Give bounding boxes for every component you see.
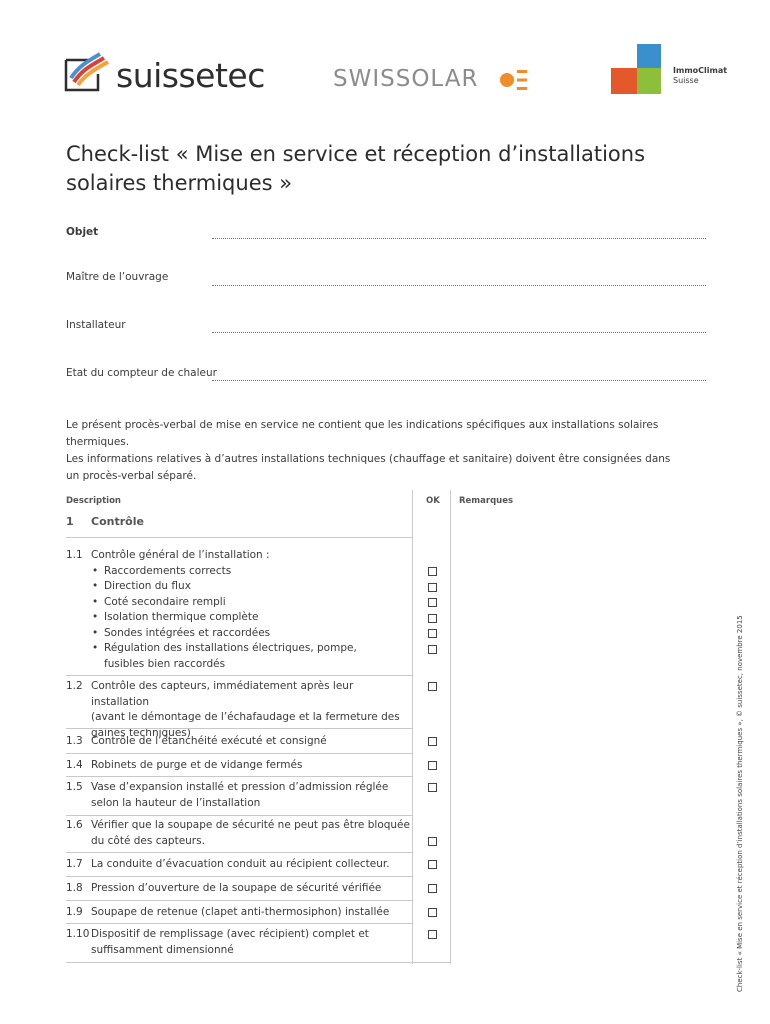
swissolar-wordmark: SWISSOLAR <box>333 66 479 92</box>
ok-checkbox[interactable] <box>428 737 437 746</box>
list-item: • Sondes intégrées et raccordées <box>92 626 271 639</box>
divider <box>66 753 412 754</box>
row-description: Vérifier que la soupape de sécurité ne peut pas être bloquée du côté des capteurs. <box>91 819 410 847</box>
ok-checkbox[interactable] <box>428 837 437 846</box>
side-copyright-note: Check-list « Mise en service et réception d’installations solaires thermiques », © suissetec, novembre 2015 <box>736 615 744 992</box>
ok-checkbox[interactable] <box>428 908 437 917</box>
intro-line-2: Les informations relatives à d’autres installations techniques (chauffage et sanitaire) doivent être consignées dans <box>66 453 671 465</box>
row-number: 1.3 <box>66 735 83 747</box>
page-title <box>66 140 726 198</box>
list-item-continuation: fusibles bien raccordés <box>104 657 226 670</box>
row-number: 1.7 <box>66 858 83 870</box>
header-ok: OK <box>426 496 440 506</box>
row-description: La conduite d’évacuation conduit au récipient collecteur. <box>91 858 390 870</box>
row-number: 1.4 <box>66 759 83 771</box>
divider <box>450 490 451 964</box>
divider <box>66 537 412 538</box>
immoclimat-country: Suisse <box>673 76 699 85</box>
divider <box>66 675 412 676</box>
ok-checkbox[interactable] <box>428 583 437 592</box>
section-title: Contrôle <box>91 515 144 528</box>
intro-line-3: un procès-verbal séparé. <box>66 470 197 482</box>
sun-icon <box>499 68 529 92</box>
ok-checkbox[interactable] <box>428 645 437 654</box>
row-description: Soupape de retenue (clapet anti-thermosiphon) installée <box>91 906 390 918</box>
ok-checkbox[interactable] <box>428 884 437 893</box>
suissetec-wordmark: suissetec <box>116 56 265 95</box>
ok-checkbox[interactable] <box>428 598 437 607</box>
row-number: 1.6 <box>66 819 83 831</box>
installateur-field[interactable] <box>212 332 706 333</box>
divider <box>66 728 412 729</box>
ok-checkbox[interactable] <box>428 629 437 638</box>
suissetec-logo <box>64 52 274 100</box>
checklist-table <box>66 490 706 964</box>
section-number: 1 <box>66 515 74 528</box>
maitre-label: Maître de l’ouvrage <box>66 271 169 283</box>
immoclimat-logo <box>611 44 761 96</box>
immoclimat-blocks-icon <box>611 44 663 96</box>
objet-label: Objet <box>66 226 99 238</box>
swissolar-logo <box>333 64 533 98</box>
row-description <box>91 548 411 672</box>
title-line-1: Check-list « Mise en service et réception d’installations <box>66 142 646 166</box>
ok-checkbox[interactable] <box>428 761 437 770</box>
ok-checkbox[interactable] <box>428 783 437 792</box>
divider <box>66 923 412 924</box>
row-description: Dispositif de remplissage (avec récipient) complet et suffisamment dimensionné <box>91 928 369 956</box>
intro-line-1: Le présent procès-verbal de mise en service ne contient que les indications spécifiques aux installations solaires thermiques. <box>66 419 659 448</box>
ok-checkbox[interactable] <box>428 567 437 576</box>
header-remarks: Remarques <box>459 496 514 506</box>
row-number: 1.1 <box>66 549 83 561</box>
divider <box>66 852 412 853</box>
intro-text <box>66 417 706 485</box>
immoclimat-name: ImmoClimat <box>673 66 728 75</box>
objet-field[interactable] <box>212 238 706 239</box>
row-number: 1.2 <box>66 680 83 692</box>
row-description: Contrôle de l’étanchéité exécuté et consigné <box>91 735 327 747</box>
divider <box>412 490 413 964</box>
list-item: • Régulation des installations électriques, pompe, <box>92 642 357 654</box>
divider <box>66 815 412 816</box>
list-item: • Coté secondaire rempli <box>92 595 226 608</box>
header-description: Description <box>66 496 121 506</box>
row-description: Robinets de purge et de vidange fermés <box>91 759 303 771</box>
compteur-label: Etat du compteur de chaleur <box>66 367 217 379</box>
divider <box>66 962 450 963</box>
row-number: 1.8 <box>66 882 83 894</box>
installateur-label: Installateur <box>66 319 126 331</box>
row-title: Contrôle général de l’installation : <box>91 549 270 561</box>
row-number: 1.9 <box>66 906 83 918</box>
ok-checkbox[interactable] <box>428 860 437 869</box>
ok-checkbox[interactable] <box>428 682 437 691</box>
ok-checkbox[interactable] <box>428 930 437 939</box>
row-number: 1.10 <box>66 928 90 940</box>
suissetec-mark-icon <box>64 52 112 92</box>
ok-checkbox[interactable] <box>428 614 437 623</box>
divider <box>66 900 412 901</box>
compteur-field[interactable] <box>212 380 706 381</box>
row-number: 1.5 <box>66 781 83 793</box>
title-line-2: solaires thermiques » <box>66 171 293 195</box>
list-item: • Direction du flux <box>92 580 191 592</box>
row-description: Pression d’ouverture de la soupape de sécurité vérifiée <box>91 882 382 894</box>
divider <box>66 776 412 777</box>
row-description: Vase d’expansion installé et pression d’admission réglée selon la hauteur de l’installation <box>91 781 389 809</box>
row-description: Contrôle des capteurs, immédiatement après leur installation (avant le démontage de l’échafaudage et la fermeture des gaines techniques) <box>91 680 400 739</box>
divider <box>66 876 412 877</box>
list-item: • Isolation thermique complète <box>92 611 259 623</box>
maitre-field[interactable] <box>212 285 706 286</box>
list-item: • Raccordements corrects <box>92 564 232 577</box>
